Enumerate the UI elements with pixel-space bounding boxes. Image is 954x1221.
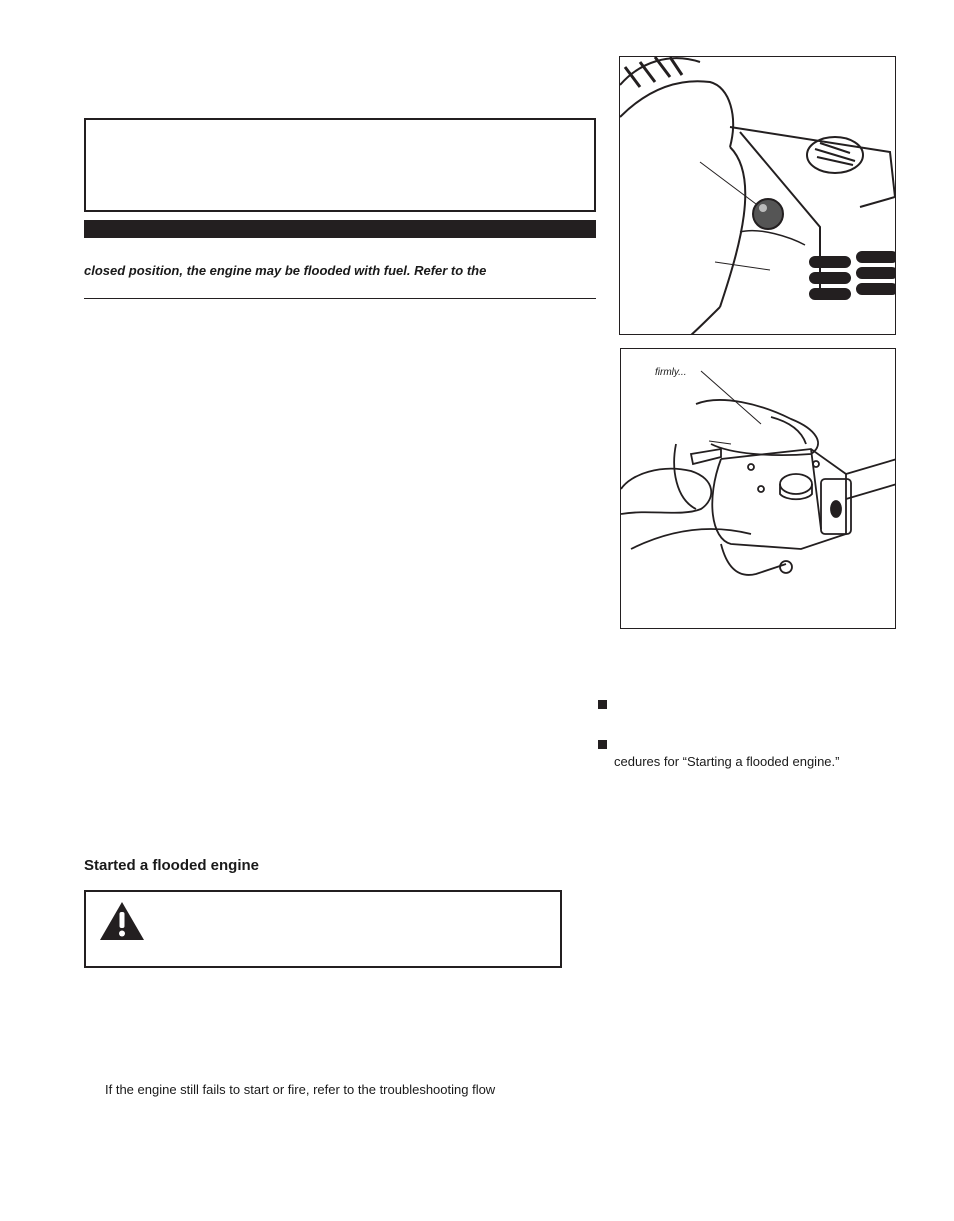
notice-box: [84, 118, 596, 212]
warning-box: [84, 890, 562, 968]
section-heading: Started a flooded engine: [84, 857, 260, 874]
figure-primer-bulb: [619, 56, 896, 335]
warning-triangle-icon: [98, 900, 146, 947]
flooded-notice-text: closed position, the engine may be flooded with fuel. Refer to the: [84, 263, 487, 278]
square-bullet-icon: [598, 740, 607, 749]
header-bar: [84, 220, 596, 238]
figure-label-firmly: firmly...: [655, 367, 687, 378]
square-bullet-icon: [598, 700, 607, 709]
bullet-continuation-text: cedures for “Starting a flooded engine.”: [614, 754, 840, 769]
footer-text: If the engine still fails to start or fire, refer to the troubleshooting flow: [105, 1082, 496, 1097]
divider-rule: [84, 298, 596, 299]
engine-hands-illustration: [621, 349, 896, 629]
primer-illustration: [620, 57, 896, 335]
figure-starting-engine: [620, 348, 896, 629]
